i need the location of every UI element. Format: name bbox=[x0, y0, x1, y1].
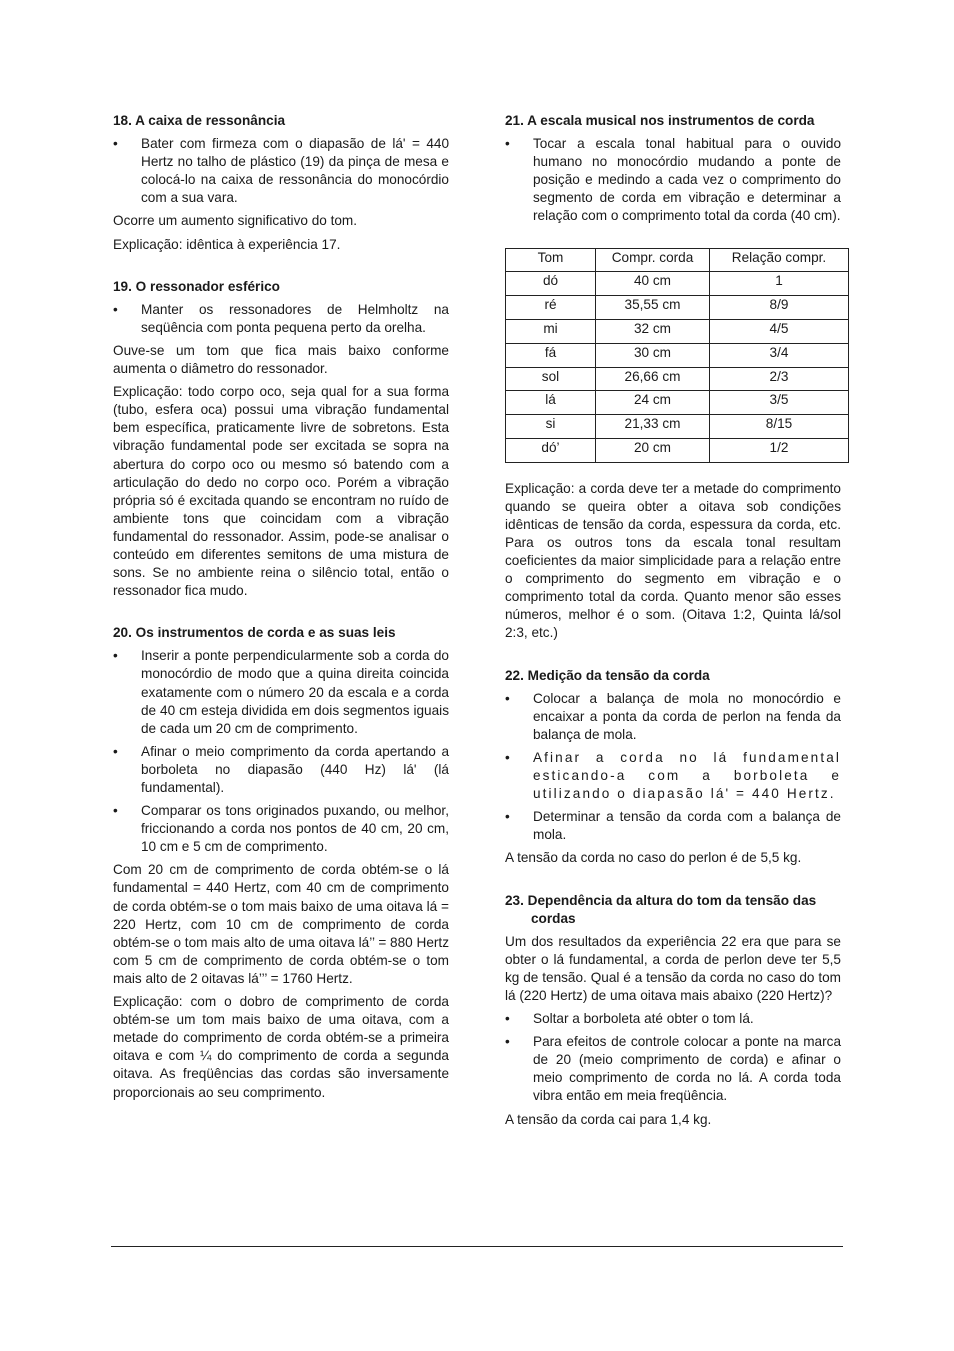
bullet-item: • Colocar a balança de mola no monocórdio e encaixar a ponta da corda de perlon na fenda da balança de mola. bbox=[505, 690, 841, 744]
paragraph: Explicação: com o dobro de comprimento de corda obtém-se um tom mais baixo de uma oitava, com a metade do comprimento de corda obtém-se a primeira oitava e com ¼ do comprimento de corda a segunda oitava. As freqüências das cordas são inversamente proporcionais ao seu comprimento. bbox=[113, 994, 449, 1100]
footer-divider bbox=[111, 1246, 843, 1247]
section-21-bullets bbox=[505, 135, 841, 225]
section-21-title: 21. A escala musical nos instrumentos de corda bbox=[505, 113, 815, 128]
table-row bbox=[506, 319, 849, 343]
table-cell: 21,33 cm bbox=[596, 415, 710, 439]
bullet-item: • Determinar a tensão da corda com a balança de mola. bbox=[505, 808, 841, 844]
paragraph: Um dos resultados da experiência 22 era que para se obter o lá fundamental, a corda de perlon deve ter 5,5 kg de tensão. Qual é a tensão da corda no caso do tom lá (220 Hertz) de uma oitava mais abaixo (220 Hertz)? bbox=[505, 933, 841, 1003]
table-cell: 20 cm bbox=[596, 438, 710, 462]
section-22 bbox=[505, 667, 841, 868]
table-cell: si bbox=[506, 415, 596, 439]
table-cell: 30 cm bbox=[596, 343, 710, 367]
table-cell: 3/4 bbox=[710, 343, 849, 367]
column-header: Tom bbox=[506, 248, 596, 272]
table-row bbox=[506, 391, 849, 415]
table-cell: 3/5 bbox=[710, 391, 849, 415]
bullet-item: • Para efeitos de controle colocar a ponte na marca de 20 (meio comprimento de corda) e afinar o meio comprimento de corda no lá. A corda toda vibra então em meia freqüência. bbox=[505, 1033, 841, 1105]
table-header-row bbox=[506, 248, 849, 272]
table-row bbox=[506, 272, 849, 296]
paragraph: A tensão da corda cai para 1,4 kg. bbox=[505, 1111, 712, 1127]
section-23 bbox=[505, 892, 841, 1129]
bullet-item: • Soltar a borboleta até obter o tom lá. bbox=[505, 1010, 841, 1028]
bullet-item: • Afinar o meio comprimento da corda apertando a borboleta no diapasão (440 Hz) lá' (lá fundamental). bbox=[113, 743, 449, 797]
section-21 bbox=[505, 112, 841, 643]
paragraph: Ouve-se um tom que fica mais baixo conforme aumenta o diâmetro do ressonador. bbox=[113, 342, 449, 377]
table-cell: 4/5 bbox=[710, 319, 849, 343]
table-row bbox=[506, 438, 849, 462]
section-19-bullets bbox=[113, 301, 449, 337]
section-18-title: 18. A caixa de ressonância bbox=[113, 113, 286, 128]
section-22-title: 22. Medição da tensão da corda bbox=[505, 667, 710, 683]
section-22-bullets bbox=[505, 690, 841, 845]
paragraph: A tensão da corda no caso do perlon é de 5,5 kg. bbox=[505, 850, 802, 866]
left-column bbox=[113, 112, 449, 1107]
table-cell: 40 cm bbox=[596, 272, 710, 296]
table-row bbox=[506, 415, 849, 439]
table-cell: 1 bbox=[710, 272, 849, 296]
table-cell: 8/15 bbox=[710, 415, 849, 439]
paragraph: Explicação: todo corpo oco, seja qual for a sua forma (tubo, esfera oca) possui uma vibração fundamental bem específica, praticamente livre de sobretons. Esta vibração fundamental pode ser excitada se sopra na abertura do corpo oco ou mesmo só batendo com a articulação do dedo no corpo oco. Porém a vibração própria só é excitada quando se encontram no ruído de ambiente tons que coincidam com a vibração fundamental do ressonador. Assim, pode-se analisar o conteúdo em diferentes semitons de uma mistura de sons. Se no ambiente reina o silêncio total, então o ressonador fica mudo. bbox=[113, 384, 449, 599]
section-18 bbox=[113, 112, 449, 254]
scale-table bbox=[505, 248, 849, 463]
right-column bbox=[505, 112, 841, 1134]
bullet-item: • Inserir a ponte perpendicularmente sob a corda do monocórdio de modo que a quina direita coincida exatamente com o número 20 da escala e a corda de 40 cm esteja dividida em dois segmentos iguais de cada um 20 cm de comprimento. bbox=[113, 647, 449, 737]
table-cell: 2/3 bbox=[710, 367, 849, 391]
bullet-item: • Tocar a escala tonal habitual para o ouvido humano no monocórdio mudando a ponte de posição e medindo a cada vez o comprimento do segmento de corda em vibração e determinar a relação com o comprimento total da corda (40 cm). bbox=[505, 135, 841, 225]
table-cell: dó’ bbox=[506, 438, 596, 462]
section-20 bbox=[113, 624, 449, 1101]
table-cell: 24 cm bbox=[596, 391, 710, 415]
column-header: Relação compr. bbox=[710, 248, 849, 272]
section-20-bullets bbox=[113, 647, 449, 856]
table-cell: sol bbox=[506, 367, 596, 391]
table-cell: lá bbox=[506, 391, 596, 415]
table-row bbox=[506, 343, 849, 367]
table-cell: 26,66 cm bbox=[596, 367, 710, 391]
section-23-bullets bbox=[505, 1010, 841, 1105]
table-cell: mi bbox=[506, 319, 596, 343]
section-20-title: 20. Os instrumentos de corda e as suas leis bbox=[113, 625, 396, 641]
table-row bbox=[506, 296, 849, 320]
column-header: Compr. corda bbox=[596, 248, 710, 272]
section-18-bullets bbox=[113, 135, 449, 207]
table-cell: 8/9 bbox=[710, 296, 849, 320]
paragraph: Com 20 cm de comprimento de corda obtém-se o lá fundamental = 440 Hertz, com 40 cm de comprimento de corda obtém-se o tom mais baixo de uma oitava lá = 220 Hertz, com 10 cm de comprimento de corda obtém-se o tom mais alto de uma oitava lá’’ = 880 Hertz com 5 cm de comprimento de corda obtém-se o tom mais alto de 2 oitavas lá’’’ = 1760 Hertz. bbox=[113, 862, 449, 986]
bullet-item: • Afinar a corda no lá fundamental esticando-a com a borboleta e utilizando o diapasão lá' = 440 Hertz. bbox=[505, 749, 841, 803]
table-cell: 32 cm bbox=[596, 319, 710, 343]
table-cell: fá bbox=[506, 343, 596, 367]
section-23-title: 23. Dependência da altura do tom da tensão das cordas bbox=[505, 892, 817, 926]
section-19-title: 19. O ressonador esférico bbox=[113, 278, 280, 294]
table-cell: 1/2 bbox=[710, 438, 849, 462]
paragraph: Explicação: idêntica à experiência 17. bbox=[113, 236, 341, 252]
table-cell: dó bbox=[506, 272, 596, 296]
bullet-item: • Bater com firmeza com o diapasão de lá' = 440 Hertz no talho de plástico (19) da pinça de mesa e colocá-lo na caixa de ressonância do monocórdio com a sua vara. bbox=[113, 135, 449, 207]
section-19 bbox=[113, 278, 449, 601]
bullet-item: • Comparar os tons originados puxando, ou melhor, friccionando a corda nos pontos de 40 cm, 20 cm, 10 cm e 5 cm de comprimento. bbox=[113, 802, 449, 856]
table-cell: 35,55 cm bbox=[596, 296, 710, 320]
table-row bbox=[506, 367, 849, 391]
table-cell: ré bbox=[506, 296, 596, 320]
bullet-item: • Manter os ressonadores de Helmholtz na seqüência com ponta pequena perto da orelha. bbox=[113, 301, 449, 337]
paragraph: Explicação: a corda deve ter a metade do comprimento quando se queira obter a oitava sob condições idênticas de tensão da corda, espessura da corda, etc. Para os outros tons da escala tonal resultam coeficientes da maior simplicidade para a relação entre o comprimento do segmento em vibração e o comprimento total da corda. Quanto menor são esses números, melhor é o som. (Oitava 1:2, Quinta lá/sol 2:3, etc.) bbox=[505, 480, 841, 641]
paragraph: Ocorre um aumento significativo do tom. bbox=[113, 213, 358, 229]
